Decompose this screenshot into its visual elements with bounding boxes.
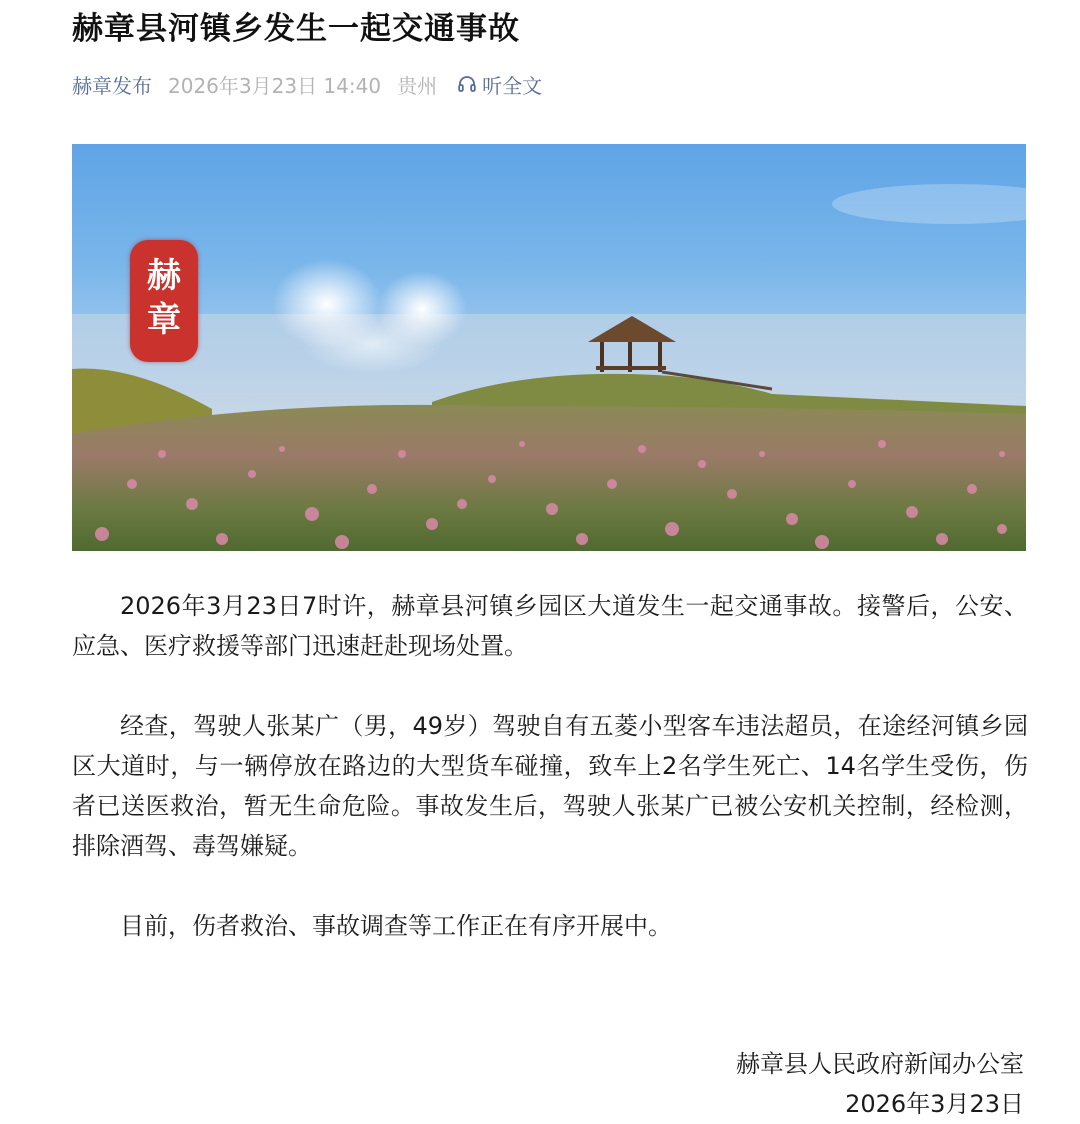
seal-char-2: 章 <box>147 300 181 340</box>
publish-time: 2026年3月23日 14:40 <box>168 73 382 98</box>
paragraph-2: 经查，驾驶人张某广（男，49岁）驾驶自有五菱小型客车违法超员，在途经河镇乡园区大道时，与一辆停放在路边的大型货车碰撞，致车上2名学生死亡、14名学生受伤，伤者已送医救治，暂无生命危险。事故发生后，驾驶人张某广已被公安机关控制，经检测，排除酒驾、毒驾嫌疑。 <box>72 712 1028 860</box>
paragraph-1: 2026年3月23日7时许，赫章县河镇乡园区大道发生一起交通事故。接警后，公安、应急、医疗救援等部门迅速赶赴现场处置。 <box>72 592 1028 660</box>
account-name-link[interactable]: 赫章发布 <box>72 73 152 98</box>
landscape-illustration <box>72 144 1026 551</box>
region-label: 贵州 <box>397 73 438 98</box>
signature-organization: 赫章县人民政府新闻办公室 <box>736 1050 1024 1078</box>
listen-label: 听全文 <box>482 73 543 98</box>
article-meta <box>72 68 542 100</box>
article-title: 赫章县河镇乡发生一起交通事故 <box>72 11 520 47</box>
hero-image <box>72 144 1026 551</box>
article-body <box>72 586 1028 986</box>
signature-date: 2026年3月23日 <box>845 1090 1024 1118</box>
paragraph-3: 目前，伤者救治、事故调查等工作正在有序开展中。 <box>120 912 672 940</box>
seal-stamp <box>130 240 198 362</box>
seal-char-1: 赫 <box>147 256 181 296</box>
listen-button[interactable] <box>457 70 542 99</box>
headphones-icon <box>457 74 477 94</box>
